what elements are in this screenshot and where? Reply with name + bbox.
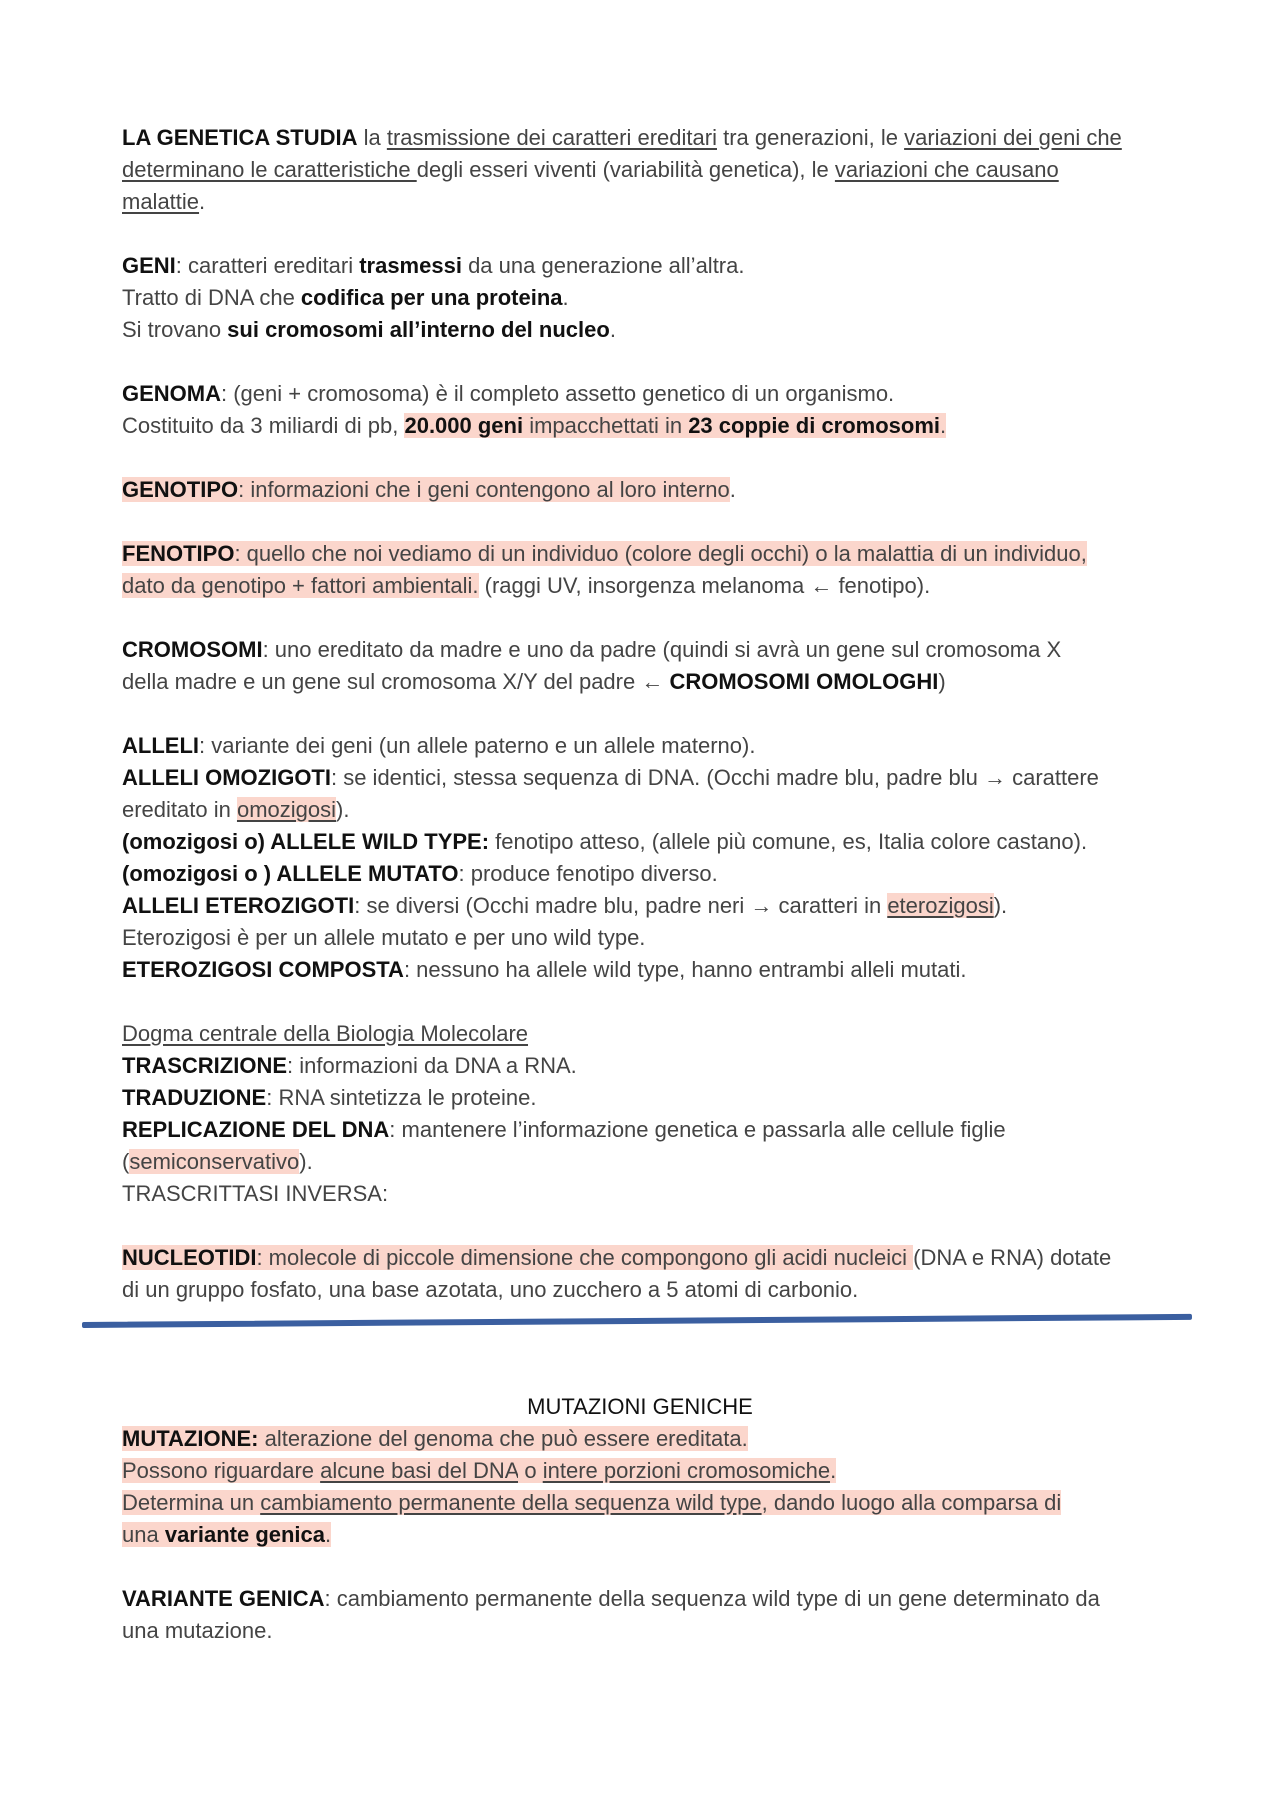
- alleli-line-4: [122, 826, 1087, 858]
- nucleotidi-line-2: [122, 1274, 858, 1306]
- alleli-line-2: [122, 762, 1099, 794]
- text: Costituito da 3 miliardi di pb,: [122, 413, 405, 438]
- text: : mantenere l’informazione genetica e passarla alle cellule figlie: [389, 1117, 1006, 1142]
- highlighted-bold-text: 23 coppie di cromosomi: [688, 413, 941, 438]
- highlighted-text: Possono riguardare: [122, 1458, 321, 1483]
- intro-heading: LA GENETICA STUDIA: [122, 125, 358, 150]
- dogma-line-5: [122, 1178, 388, 1210]
- alleli-line-3: [122, 794, 349, 826]
- highlighted-text: alterazione del genoma che può essere ereditata.: [258, 1426, 748, 1451]
- genotipo-heading: GENOTIPO: [122, 477, 239, 502]
- geni-line-1: [122, 250, 744, 282]
- genoma-line-1: [122, 378, 894, 410]
- text: .: [609, 317, 616, 342]
- highlighted-bold-text: variante genica: [164, 1522, 326, 1547]
- text: della madre e un gene sul cromosoma X/Y del padre ←: [122, 669, 670, 694]
- text: TRASCRITTASI INVERSA:: [122, 1181, 389, 1206]
- dogma-line-1: [122, 1050, 577, 1082]
- alleli-line-8: [122, 954, 967, 986]
- intro-line-1: [122, 122, 1122, 154]
- dogma-title-line: [122, 1018, 528, 1050]
- highlighted-text: una: [122, 1522, 165, 1547]
- bold-text: TRASCRIZIONE: [122, 1053, 287, 1078]
- bold-text: (omozigosi o ) ALLELE MUTATO: [122, 861, 459, 886]
- highlighted-text: , dando luogo alla comparsa di: [761, 1490, 1062, 1515]
- dogma-line-3: [122, 1114, 1006, 1146]
- text: : nessuno ha allele wild type, hanno entrambi alleli mutati.: [403, 957, 967, 982]
- bold-text: codifica per una proteina: [300, 285, 563, 310]
- underlined-text: variazioni dei geni che: [904, 125, 1122, 150]
- highlighted-text: o: [518, 1458, 543, 1483]
- variante-line-1: [122, 1583, 1100, 1615]
- text: ): [938, 669, 946, 694]
- highlighted-text: .: [830, 1458, 837, 1483]
- alleli-line-1: [122, 730, 755, 762]
- mutazione-heading: MUTAZIONE:: [122, 1426, 259, 1451]
- bold-text: trasmessi: [359, 253, 462, 278]
- mutazioni-line-3: [122, 1487, 1061, 1519]
- genoma-heading: GENOMA: [122, 381, 221, 406]
- dogma-line-4: [122, 1146, 313, 1178]
- text: una mutazione.: [122, 1618, 273, 1643]
- bold-text: sui cromosomi all’interno del nucleo: [227, 317, 610, 342]
- geni-line-2: [122, 282, 569, 314]
- bold-text: ALLELI ETEROZIGOTI: [122, 893, 355, 918]
- text: ereditato in: [122, 797, 237, 822]
- highlighted-text: : informazioni che i geni contengono al loro interno: [238, 477, 730, 502]
- alleli-heading: ALLELI: [122, 733, 199, 758]
- bold-text: TRADUZIONE: [122, 1085, 267, 1110]
- cromosomi-line-1: [122, 634, 1061, 666]
- variante-line-2: [122, 1615, 272, 1647]
- highlighted-text: .: [940, 413, 947, 438]
- text: da una generazione all’altra.: [461, 253, 745, 278]
- intro-line-2: [122, 154, 1059, 186]
- text: .: [729, 477, 736, 502]
- highlighted-bold-text: 20.000 geni: [404, 413, 524, 438]
- genoma-line-2: [122, 410, 946, 442]
- underlined-text: determinano le caratteristiche: [122, 157, 417, 182]
- mutazioni-title: MUTAZIONI GENICHE: [527, 1394, 753, 1419]
- highlighted-underlined-text: alcune basi del DNA: [320, 1458, 519, 1483]
- highlighted-text: : quello che noi vediamo di un individuo (colore degli occhi) o la malattia di un individuo,: [234, 541, 1087, 566]
- underlined-text: variazioni che causano: [834, 157, 1059, 182]
- text: fenotipo atteso, (allele più comune, es, Italia colore castano).: [489, 829, 1088, 854]
- text: (raggi UV, insorgenza melanoma ← fenotipo).: [478, 573, 931, 598]
- text: tra generazioni, le: [716, 125, 905, 150]
- text: Eterozigosi è per un allele mutato e per uno wild type.: [122, 925, 646, 950]
- text: : se identici, stessa sequenza di DNA. (Occhi madre blu, padre blu → carattere: [330, 765, 1099, 790]
- text: (DNA e RNA) dotate: [913, 1245, 1112, 1270]
- highlighted-underlined-text: eterozigosi: [887, 893, 994, 918]
- text: .: [199, 189, 206, 214]
- dogma-line-2: [122, 1082, 536, 1114]
- underlined-text: trasmissione dei caratteri ereditari: [386, 125, 717, 150]
- mutazioni-line-2: [122, 1455, 836, 1487]
- bold-text: REPLICAZIONE DEL DNA: [122, 1117, 390, 1142]
- text: : produce fenotipo diverso.: [458, 861, 718, 886]
- text: di un gruppo fosfato, una base azotata, uno zucchero a 5 atomi di carbonio.: [122, 1277, 859, 1302]
- text: ).: [299, 1149, 313, 1174]
- cromosomi-line-2: [122, 666, 946, 698]
- intro-line-3: [122, 186, 205, 218]
- highlighted-text: dato da genotipo + fattori ambientali.: [122, 573, 479, 598]
- mutazioni-line-1: [122, 1423, 748, 1455]
- underlined-text: malattie: [122, 189, 200, 214]
- text: : uno ereditato da madre e uno da padre (quindi si avrà un gene sul cromosoma X: [262, 637, 1062, 662]
- genotipo-line-1: [122, 474, 736, 506]
- fenotipo-line-1: [122, 538, 1087, 570]
- text: : informazioni da DNA a RNA.: [287, 1053, 577, 1078]
- text: degli esseri viventi (variabilità genetica), le: [416, 157, 835, 182]
- cromosomi-heading: CROMOSOMI: [122, 637, 263, 662]
- highlighted-text: semiconservativo: [129, 1149, 300, 1174]
- bold-text: (omozigosi o) ALLELE WILD TYPE:: [122, 829, 490, 854]
- text: : cambiamento permanente della sequenza wild type di un gene determinato da: [324, 1586, 1100, 1611]
- bold-text: ETEROZIGOSI COMPOSTA: [122, 957, 404, 982]
- nucleotidi-line-1: [122, 1242, 1111, 1274]
- nucleotidi-heading: NUCLEOTIDI: [122, 1245, 257, 1270]
- text: : se diversi (Occhi madre blu, padre neri → caratteri in: [354, 893, 888, 918]
- text: Tratto di DNA che: [122, 285, 301, 310]
- variante-heading: VARIANTE GENICA: [122, 1586, 325, 1611]
- text: ).: [993, 893, 1008, 918]
- alleli-line-5: [122, 858, 718, 890]
- geni-line-3: [122, 314, 616, 346]
- text: ).: [336, 797, 350, 822]
- highlighted-text: : molecole di piccole dimensione che compongono gli acidi nucleici: [256, 1245, 914, 1270]
- mutazioni-line-4: [122, 1519, 331, 1551]
- text: : (geni + cromosoma) è il completo assetto genetico di un organismo.: [221, 381, 895, 406]
- highlighted-underlined-text: cambiamento permanente della sequenza wild type: [260, 1490, 762, 1515]
- highlighted-text: impacchettati in: [523, 413, 689, 438]
- highlighted-underlined-text: omozigosi: [236, 797, 337, 822]
- highlighted-text: Determina un: [122, 1490, 261, 1515]
- text: : variante dei geni (un allele paterno e un allele materno).: [199, 733, 756, 758]
- text: .: [562, 285, 569, 310]
- alleli-line-6: [122, 890, 1007, 922]
- text: : RNA sintetizza le proteine.: [266, 1085, 537, 1110]
- section-divider: [82, 1314, 1192, 1328]
- text: : caratteri ereditari: [175, 253, 360, 278]
- geni-heading: GENI: [122, 253, 176, 278]
- fenotipo-line-2: [122, 570, 930, 602]
- text: Si trovano: [122, 317, 228, 342]
- dogma-title: Dogma centrale della Biologia Molecolare: [122, 1021, 529, 1046]
- highlighted-underlined-text: intere porzioni cromosomiche: [542, 1458, 831, 1483]
- fenotipo-heading: FENOTIPO: [122, 541, 235, 566]
- text: (: [122, 1149, 130, 1174]
- text: la: [357, 125, 387, 150]
- bold-text: ALLELI OMOZIGOTI: [122, 765, 331, 790]
- highlighted-text: .: [325, 1522, 332, 1547]
- alleli-line-7: [122, 922, 645, 954]
- bold-text: CROMOSOMI OMOLOGHI: [669, 669, 939, 694]
